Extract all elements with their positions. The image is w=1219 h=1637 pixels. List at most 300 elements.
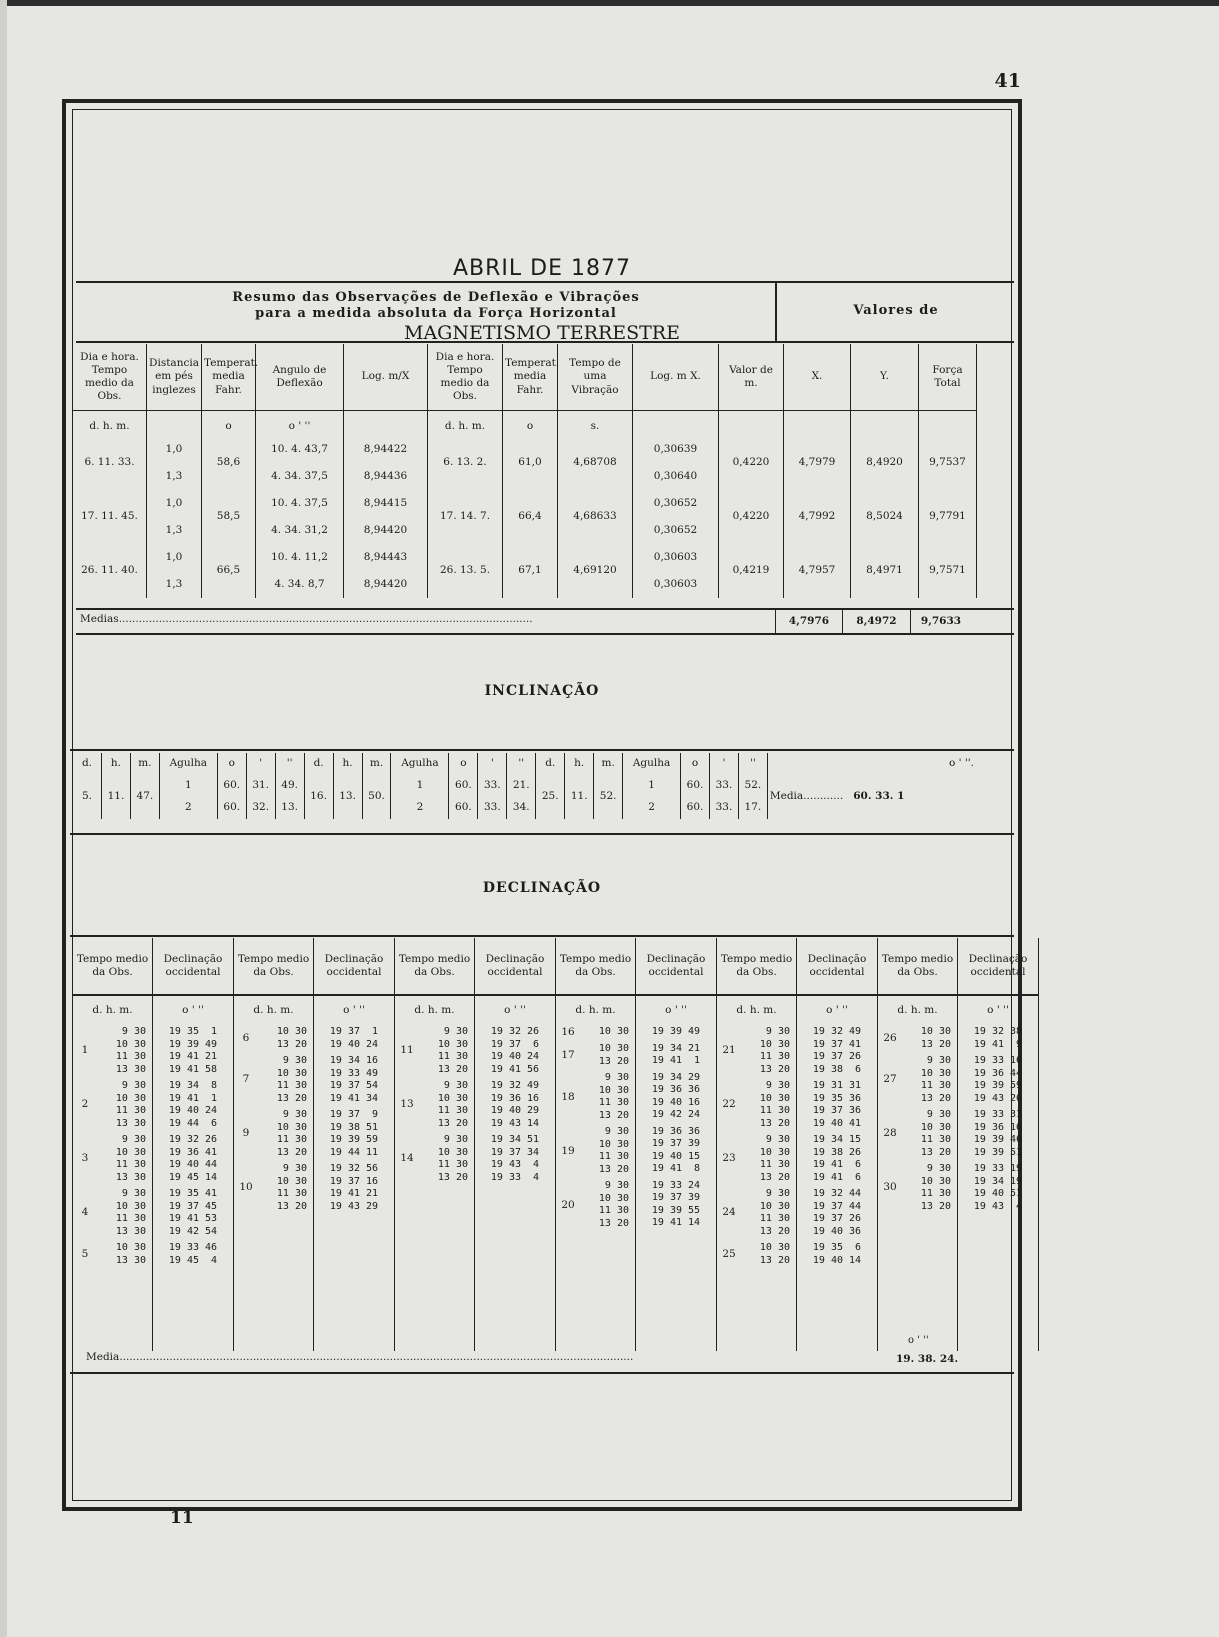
declinacao-day-group [719,1134,794,1184]
declinacao-value: 19 37 34 [490,1146,540,1158]
deflexao-header-row [73,344,977,411]
deflexao-col-header: Força Total [919,344,977,411]
declinacao-day: 28 [883,1127,897,1140]
declinacao-times-cell [395,1026,475,1351]
declinacao-day: 30 [883,1181,897,1194]
declinacao-time-list [578,1126,633,1176]
declinacao-value-group [155,1242,231,1267]
declinacao-time: 9 30 [765,1134,790,1145]
deflexao-title [66,290,806,323]
declinacao-unit-decl: o ' '' [314,995,395,1026]
declinacao-value: 19 41 8 [651,1163,701,1174]
deflexao-time2: 17. 14. 7. [428,490,503,544]
declinacao-value: 19 35 41 [168,1188,218,1199]
declinacao-value: 19 44 6 [168,1117,218,1129]
declinacao-media-label: Media [86,1351,120,1363]
declinacao-day: 17 [561,1049,575,1062]
declinacao-time: 11 30 [598,1151,629,1163]
deflexao-unit-cell: o ' '' [256,411,344,437]
declinacao-unit-time: d. h. m. [234,995,314,1026]
deflexao-log: 8,94415 [344,490,428,517]
inclinacao-unit-dhm: h. [101,753,130,775]
declinacao-times-cell [717,1026,797,1351]
declinacao-value-group [638,1026,714,1039]
deflexao-distance: 1,3 [147,571,202,598]
declinacao-day: 27 [883,1073,897,1086]
declinacao-time-list [417,1080,472,1130]
declinacao-col-time: Tempo medio da Obs. [234,938,314,995]
deflexao-distance: 1,0 [147,436,202,463]
declinacao-time: 10 30 [437,1038,468,1050]
page-number: 41 [994,70,1021,92]
declinacao-value: 19 31 31 [812,1080,862,1091]
deflexao-row [73,436,977,463]
inclinacao-value: 60. [449,797,478,819]
deflexao-logmx: 0,30652 [633,490,719,517]
declinacao-day: 7 [242,1073,250,1086]
declinacao-value: 19 36 16 [973,1121,1023,1133]
declinacao-day-group [75,1026,150,1076]
declinacao-day: 13 [400,1098,414,1111]
inclinacao-bottom-rule [70,833,1014,835]
declinacao-day-group [397,1080,472,1130]
inclinacao-unit-deg: ' [478,753,507,775]
inclinacao-unit-dhm: h. [333,753,362,775]
declinacao-value: 19 37 41 [812,1038,862,1050]
declinacao-value: 19 34 15 [812,1134,862,1145]
declinacao-time: 9 30 [765,1188,790,1199]
scan-left-edge [0,0,7,1637]
declinacao-value-group [638,1072,714,1122]
inclinacao-needle: 1 [391,775,449,797]
declinacao-value: 19 40 29 [490,1105,540,1116]
declinacao-value: 19 35 1 [168,1026,218,1037]
declinacao-value: 19 36 36 [651,1084,701,1095]
declinacao-value-group [960,1163,1036,1213]
declinacao-time-list [900,1163,955,1213]
declinacao-unit-time: d. h. m. [717,995,797,1026]
deflexao-log: 8,94443 [344,544,428,571]
deflexao-angle: 4. 34. 31,2 [256,517,344,544]
declinacao-time: 13 20 [276,1038,307,1050]
deflexao-unit-cell [719,411,784,437]
inclinacao-title: INCLINAÇÃO [484,683,600,699]
declinacao-time-list [256,1163,311,1213]
declinacao-time: 9 30 [443,1134,468,1145]
declinacao-value: 19 41 14 [651,1217,701,1228]
inclinacao-table [72,753,976,819]
declinacao-value: 19 40 16 [651,1096,701,1108]
deflexao-log: 8,94420 [344,517,428,544]
declinacao-value-group [960,1109,1036,1159]
declinacao-time: 11 30 [598,1097,629,1109]
declinacao-value: 19 34 51 [490,1134,540,1145]
deflexao-temp2: 67,1 [503,544,558,598]
inclinacao-value: 60. [681,775,710,797]
inclinacao-value: 34. [507,797,536,819]
declinacao-time: 9 30 [604,1126,629,1138]
inclinacao-unit-agulha: Agulha [391,753,449,775]
declinacao-value: 19 37 44 [812,1200,862,1212]
inclinacao-unit-deg: '' [507,753,536,775]
declinacao-value-group [477,1134,553,1184]
deflexao-m: 0,4220 [719,436,784,490]
declinacao-value: 19 40 36 [812,1225,862,1237]
declinacao-value-group [799,1026,875,1076]
deflexao-unit-cell [919,411,977,437]
deflexao-time2: 6. 13. 2. [428,436,503,490]
inclinacao-obs-h: 11. [565,775,594,819]
declinacao-unit-time: d. h. m. [556,995,636,1026]
declinacao-value: 19 39 49 [168,1038,218,1050]
page-subtitle: MAGNETISMO TERRESTRE [403,322,680,344]
declinacao-time: 13 20 [598,1163,629,1175]
declinacao-value-group [799,1188,875,1238]
declinacao-value-group [477,1026,553,1076]
page-title: ABRIL DE 1877 [453,256,631,281]
inclinacao-obs-h: 11. [101,775,130,819]
declinacao-value: 19 38 6 [812,1063,862,1075]
declinacao-time: 11 30 [759,1213,790,1224]
declinacao-time-list [578,1026,633,1039]
inclinacao-obs-d: 5. [73,775,102,819]
declinacao-day: 25 [722,1247,736,1260]
declinacao-value: 19 43 4 [490,1159,540,1170]
declinacao-col-decl: Declinação occidental [797,938,878,995]
deflexao-unit-cell [851,411,919,437]
medias-y: 8,4972 [856,615,897,627]
deflexao-time: 26. 11. 40. [73,544,147,598]
declinacao-day-group [719,1080,794,1130]
declinacao-value: 19 34 19 [973,1175,1023,1187]
deflexao-distance: 1,0 [147,544,202,571]
declinacao-day: 21 [722,1044,736,1057]
declinacao-value: 19 40 14 [812,1254,862,1266]
inclinacao-unit-dhm: m. [362,753,391,775]
declinacao-value: 19 40 15 [651,1150,701,1162]
deflexao-angle: 10. 4. 43,7 [256,436,344,463]
inclinacao-media-value: 60. 33. 1 [853,790,905,803]
declinacao-times-cell [878,1026,958,1351]
declinacao-time: 13 30 [115,1254,146,1266]
deflexao-distance: 1,0 [147,490,202,517]
deflexao-x: 4,7957 [784,544,851,598]
declinacao-day: 2 [81,1098,89,1111]
declinacao-time-list [256,1026,311,1051]
declinacao-time-list [256,1055,311,1105]
declinacao-value-group [316,1109,392,1159]
declinacao-time: 13 20 [598,1055,629,1067]
deflexao-total: 9,7537 [919,436,977,490]
declinacao-value: 19 32 56 [329,1163,379,1174]
deflexao-col-header: Temperat. media Fahr. [202,344,256,411]
declinacao-time: 9 30 [121,1026,146,1037]
inclinacao-media-dots: ............ [803,790,844,803]
declinacao-time: 13 20 [759,1117,790,1129]
deflexao-log: 8,94436 [344,463,428,490]
inclinacao-media-label: Media [769,790,804,803]
declinacao-day-group [880,1055,955,1105]
deflexao-col-header: Dia e hora. Tempo medio da Obs. [73,344,147,411]
declinacao-day: 19 [561,1144,575,1157]
declinacao-value: 19 32 49 [490,1080,540,1091]
declinacao-col-decl: Declinação occidental [314,938,395,995]
declinacao-time: 13 30 [115,1063,146,1075]
declinacao-value: 19 37 9 [329,1109,379,1120]
declinacao-unit-time: d. h. m. [73,995,153,1026]
declinacao-header-row [73,938,1039,995]
declinacao-unit-decl: o ' '' [475,995,556,1026]
medias-bottom-rule [76,633,1014,635]
declinacao-media-dots: .......................................................................................................................................................... [119,1351,634,1363]
declinacao-value-group [799,1242,875,1267]
declinacao-time-list [900,1109,955,1159]
declinacao-time-list [95,1026,150,1076]
declinacao-time-list [95,1080,150,1130]
declinacao-unit-time: d. h. m. [878,995,958,1026]
inclinacao-unit-dhm: m. [594,753,623,775]
declinacao-value: 19 43 14 [490,1117,540,1129]
inclinacao-value: 60. [449,775,478,797]
declinacao-bottom-rule [70,1372,1014,1374]
declinacao-day: 11 [400,1044,414,1057]
scan-top-edge [0,0,1219,6]
declinacao-time: 9 30 [121,1188,146,1199]
declinacao-time: 10 30 [920,1067,951,1079]
declinacao-day: 4 [81,1206,89,1219]
deflexao-logmx: 0,30639 [633,436,719,463]
deflexao-col-header: Y. [851,344,919,411]
declinacao-time: 10 30 [437,1146,468,1158]
inclinacao-media-units: o ' ''. [767,753,976,775]
medias-total: 9,7633 [920,615,962,627]
declinacao-time: 11 30 [920,1080,951,1091]
declinacao-top-rule [70,935,1014,937]
declinacao-time: 13 20 [920,1200,951,1212]
declinacao-value: 19 40 44 [168,1159,218,1170]
declinacao-value: 19 36 16 [490,1092,540,1104]
medias-dots: ............................................................................................................................ [118,613,533,625]
inclinacao-value: 21. [507,775,536,797]
declinacao-time: 11 30 [115,1105,146,1116]
deflexao-row [73,544,977,571]
declinacao-value: 19 41 21 [329,1188,379,1199]
declinacao-day: 23 [722,1152,736,1165]
declinacao-day-group [880,1026,955,1051]
declinacao-time-list [739,1080,794,1130]
declinacao-value-group [155,1026,231,1076]
declinacao-time: 13 20 [437,1063,468,1075]
declinacao-day-group [75,1134,150,1184]
declinacao-day: 6 [242,1031,250,1044]
declinacao-time: 10 30 [276,1026,307,1037]
declinacao-value: 19 40 41 [812,1117,862,1129]
declinacao-value: 19 33 31 [973,1109,1023,1120]
declinacao-value: 19 41 9 [973,1038,1023,1050]
declinacao-time: 13 20 [437,1171,468,1183]
declinacao-day-group [719,1242,794,1267]
declinacao-value: 19 45 14 [168,1171,218,1183]
declinacao-day: 24 [722,1206,736,1219]
declinacao-value: 19 45 4 [168,1254,218,1266]
declinacao-day-group [558,1126,633,1176]
declinacao-value: 19 40 51 [973,1188,1023,1199]
inclinacao-obs-m: 47. [130,775,159,819]
declinacao-value-group [155,1134,231,1184]
deflexao-angle: 10. 4. 11,2 [256,544,344,571]
declinacao-value: 19 32 44 [812,1188,862,1199]
declinacao-day: 3 [81,1152,89,1165]
declinacao-value: 19 40 24 [168,1105,218,1116]
declinacao-times-cell [234,1026,314,1351]
declinacao-time: 10 30 [276,1121,307,1133]
declinacao-value: 19 41 1 [168,1092,218,1104]
declinacao-time-list [739,1026,794,1076]
inclinacao-value: 52. [738,775,767,797]
declinacao-value-group [638,1126,714,1176]
declinacao-value: 19 40 24 [329,1038,379,1050]
declinacao-time: 11 30 [276,1188,307,1199]
declinacao-value: 19 37 1 [329,1026,379,1037]
declinacao-value-group [638,1043,714,1068]
inclinacao-unit-dhm: h. [565,753,594,775]
declinacao-col-time: Tempo medio da Obs. [878,938,958,995]
declinacao-time-list [578,1180,633,1230]
deflexao-unit-cell [784,411,851,437]
declinacao-value: 19 37 39 [651,1192,701,1203]
deflexao-col-header: Distancia em pés inglezes [147,344,202,411]
inclinacao-obs-d: 16. [304,775,333,819]
declinacao-time: 10 30 [115,1038,146,1050]
declinacao-time: 11 30 [598,1205,629,1217]
deflexao-unit-cell [633,411,719,437]
declinacao-unit-decl: o ' '' [153,995,234,1026]
declinacao-day-group [236,1055,311,1105]
medias-top-rule [76,608,1014,610]
declinacao-value: 19 43 29 [329,1200,379,1212]
declinacao-value: 19 33 16 [973,1055,1023,1066]
declinacao-value: 19 37 54 [329,1080,379,1091]
declinacao-time: 10 30 [598,1084,629,1096]
declinacao-value: 19 34 21 [651,1042,701,1054]
deflexao-m: 0,4220 [719,490,784,544]
declinacao-time: 13 20 [920,1146,951,1158]
inclinacao-unit-deg: ' [709,753,738,775]
declinacao-time-list [417,1134,472,1184]
declinacao-time: 9 30 [604,1180,629,1192]
declinacao-value: 19 32 49 [812,1026,862,1037]
declinacao-day: 22 [722,1098,736,1111]
declinacao-time: 13 30 [115,1171,146,1183]
declinacao-day-group [558,1026,633,1039]
declinacao-time: 10 30 [759,1092,790,1104]
declinacao-time-list [900,1055,955,1105]
declinacao-day-group [236,1026,311,1051]
declinacao-time: 9 30 [121,1134,146,1145]
deflexao-angle: 4. 34. 37,5 [256,463,344,490]
declinacao-day-group [558,1180,633,1230]
declinacao-times-cell [73,1026,153,1351]
declinacao-value: 19 41 56 [490,1063,540,1075]
declinacao-value: 19 41 58 [168,1063,218,1075]
deflexao-table [72,344,977,598]
declinacao-table [72,938,1039,1351]
medias-label [80,613,533,625]
declinacao-value: 19 41 6 [812,1159,862,1170]
deflexao-title-line2: para a medida absoluta da Força Horizontal [255,306,617,322]
declinacao-value: 19 32 26 [490,1026,540,1037]
inclinacao-value: 13. [275,797,304,819]
declinacao-day-group [397,1134,472,1184]
declinacao-time: 9 30 [121,1080,146,1091]
inclinacao-value: 60. [217,797,246,819]
deflexao-time: 17. 11. 45. [73,490,147,544]
declinacao-time: 13 20 [759,1225,790,1237]
declinacao-unit-decl: o ' '' [636,995,717,1026]
declinacao-time: 9 30 [926,1055,951,1066]
medias-x: 4,7976 [788,615,830,627]
declinacao-time: 13 20 [276,1146,307,1158]
inclinacao-value: 33. [709,797,738,819]
declinacao-time-list [900,1026,955,1051]
page-footer-signature: 11 [170,1508,194,1528]
declinacao-value: 19 38 26 [812,1146,862,1158]
declinacao-values-cell [636,1026,717,1351]
deflexao-x: 4,7992 [784,490,851,544]
inclinacao-value: 60. [217,775,246,797]
deflexao-unit-cell: o [202,411,256,437]
declinacao-value: 19 39 55 [651,1204,701,1216]
declinacao-time-list [417,1026,472,1076]
declinacao-time: 10 30 [920,1175,951,1187]
declinacao-day-group [719,1188,794,1238]
declinacao-time-list [578,1072,633,1122]
declinacao-value: 19 44 11 [329,1146,379,1158]
inclinacao-value: 33. [478,797,507,819]
declinacao-day: 1 [81,1044,89,1057]
deflexao-y: 8,4920 [851,436,919,490]
declinacao-day-group [236,1163,311,1213]
declinacao-day: 10 [239,1181,253,1194]
declinacao-title: DECLINAÇÃO [482,880,602,896]
declinacao-value: 19 33 24 [651,1179,701,1191]
inclinacao-needle: 1 [623,775,681,797]
inclinacao-units-row [73,753,977,775]
declinacao-time: 9 30 [765,1080,790,1091]
declinacao-time: 10 30 [598,1138,629,1150]
declinacao-day-group [719,1026,794,1076]
deflexao-log: 8,94422 [344,436,428,463]
inclinacao-value: 17. [738,797,767,819]
declinacao-unit-decl: o ' '' [958,995,1039,1026]
deflexao-unit-cell [344,411,428,437]
deflexao-unit-cell: o [503,411,558,437]
declinacao-time-list [95,1134,150,1184]
declinacao-value: 19 39 59 [329,1134,379,1145]
declinacao-value: 19 37 26 [812,1213,862,1224]
declinacao-time: 10 30 [759,1242,790,1253]
declinacao-day: 9 [242,1127,250,1140]
declinacao-day: 20 [561,1198,575,1211]
inclinacao-needle: 2 [159,797,217,819]
declinacao-value: 19 33 4 [490,1171,540,1183]
deflexao-unit-cell: d. h. m. [428,411,503,437]
declinacao-time: 13 20 [598,1109,629,1121]
declinacao-value: 19 33 19 [973,1163,1023,1174]
declinacao-day-group [880,1163,955,1213]
inclinacao-unit-dhm: d. [536,753,565,775]
declinacao-day: 14 [400,1152,414,1165]
